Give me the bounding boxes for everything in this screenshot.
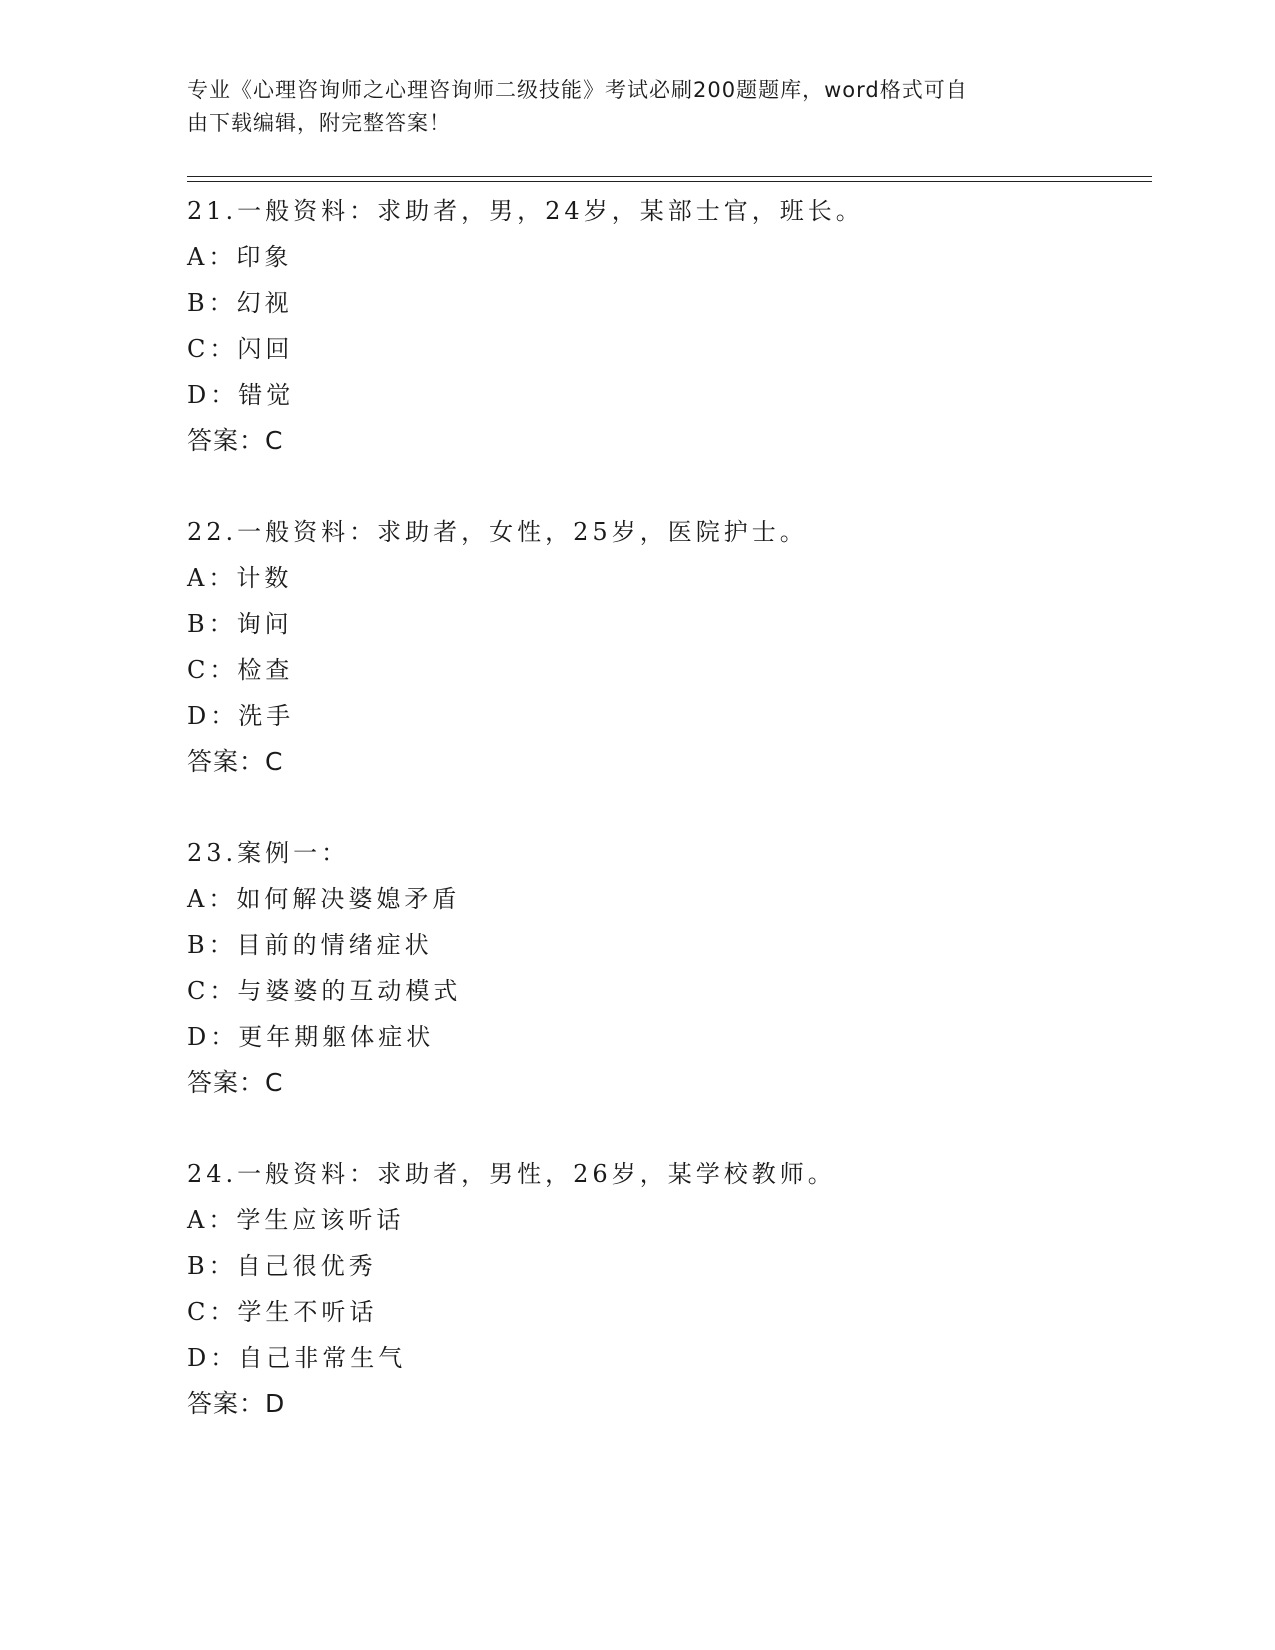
option-b: B：幻视 — [187, 289, 293, 317]
header-line-2: 由下载编辑，附完整答案！ — [187, 111, 451, 135]
option-b: B：自己很优秀 — [187, 1252, 377, 1280]
option-c: C：检查 — [187, 656, 294, 684]
question-list — [187, 188, 1147, 1472]
answer: 答案：C — [187, 747, 284, 776]
option-c: C：学生不听话 — [187, 1298, 378, 1326]
question-title: 22.一般资料：求助者，女性，25岁，医院护士。 — [187, 518, 808, 546]
option-d: D：洗手 — [187, 702, 295, 730]
document-header — [187, 74, 1067, 140]
question-22 — [187, 509, 1147, 785]
answer: 答案：C — [187, 1068, 284, 1097]
header-line-1: 专业《心理咨询师之心理咨询师二级技能》考试必刷200题题库，word格式可自 — [187, 78, 968, 102]
answer: 答案：C — [187, 426, 284, 455]
header-divider-top — [187, 176, 1152, 177]
option-b: B：询问 — [187, 610, 293, 638]
option-c: C：闪回 — [187, 335, 294, 363]
question-23 — [187, 830, 1147, 1106]
header-divider-bottom — [187, 181, 1152, 182]
question-21 — [187, 188, 1147, 464]
question-title: 24.一般资料：求助者，男性，26岁，某学校教师。 — [187, 1160, 836, 1188]
option-b: B：目前的情绪症状 — [187, 931, 433, 959]
option-d: D：错觉 — [187, 381, 295, 409]
option-c: C：与婆婆的互动模式 — [187, 977, 462, 1005]
option-a: A：学生应该听话 — [187, 1206, 405, 1234]
question-24 — [187, 1151, 1147, 1427]
answer: 答案：D — [187, 1389, 286, 1418]
option-d: D：更年期躯体症状 — [187, 1023, 435, 1051]
option-d: D：自己非常生气 — [187, 1344, 407, 1372]
option-a: A：计数 — [187, 564, 293, 592]
option-a: A：如何解决婆媳矛盾 — [187, 885, 461, 913]
question-title: 21.一般资料：求助者，男，24岁，某部士官，班长。 — [187, 197, 864, 225]
question-title: 23.案例一： — [187, 839, 350, 867]
option-a: A：印象 — [187, 243, 293, 271]
